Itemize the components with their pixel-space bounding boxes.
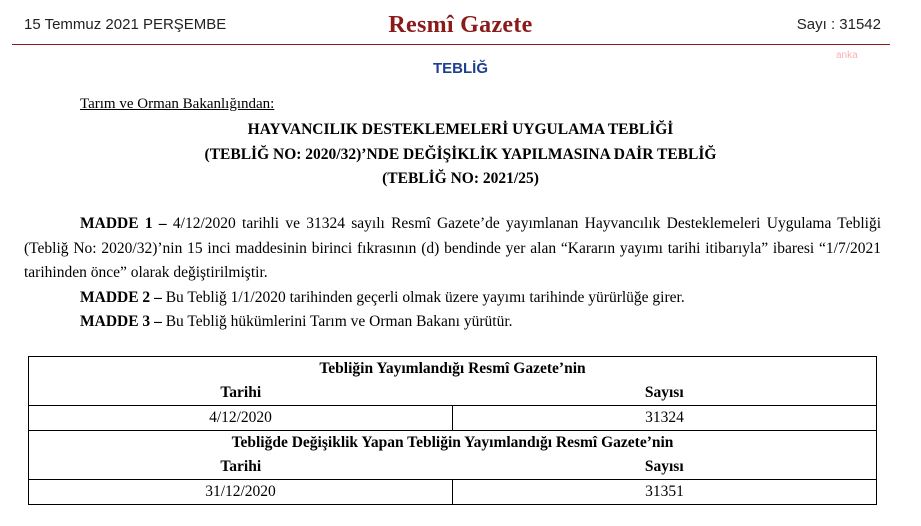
article-label: MADDE 1 (80, 215, 153, 232)
article-label: MADDE 2 (80, 288, 151, 306)
table-row (29, 480, 877, 505)
gazette-reference-table (28, 356, 877, 505)
table-section-header (29, 431, 877, 456)
article-paragraph (24, 286, 881, 311)
table-row (29, 406, 877, 431)
number-cell: 31351 (453, 480, 877, 505)
title-line: HAYVANCILIK DESTEKLEMELERİ UYGULAMA TEBLİĞİ (247, 121, 674, 138)
article-dash: – (158, 215, 167, 232)
article-label: MADDE 3 (80, 313, 151, 330)
article-text: Bu Tebliğ hükümlerini Tarım ve Orman Bakanı yürütür. (165, 313, 513, 330)
issue-number: Sayı : 31542 (796, 16, 881, 33)
section-label: TEBLİĞ (433, 60, 488, 77)
watermark: anka (836, 50, 858, 61)
title-line: (TEBLİĞ NO: 2020/32)’NDE DEĞİŞİKLİK YAPILMASINA DAİR TEBLİĞ (204, 145, 717, 163)
issuing-ministry: Tarım ve Orman Bakanlığından: (80, 96, 275, 112)
publication-date: 15 Temmuz 2021 PERŞEMBE (24, 16, 227, 33)
article-text: Bu Tebliğ 1/1/2020 tarihinden geçerli olmak üzere yayımı tarihinde yürürlüğe girer. (165, 288, 685, 306)
article-dash: – (154, 288, 162, 306)
number-column-header: Sayısı (453, 455, 877, 480)
number-cell: 31324 (453, 406, 877, 431)
section-title: Tebliğde Değişiklik Yapan Tebliğin Yayımlandığı Resmî Gazete’nin (29, 431, 877, 456)
article-text: 4/12/2020 tarihli ve 31324 sayılı Resmî Gazete’de yayımlanan Hayvancılık Desteklemeleri Uygulama Tebliği (Tebliğ No: 2020/32)’nin 15 inci maddesinin birinci fıkrasının (d) bendinde yer alan “Kararın yayımı tarihi itibarıyla” ibaresi “1/7/2021 tarihinden önce” olarak değiştirilmiştir. (24, 215, 881, 281)
header-divider (12, 44, 890, 45)
number-column-header: Sayısı (453, 381, 877, 406)
date-column-header: Tarihi (29, 381, 453, 406)
article-paragraph (24, 212, 881, 286)
document-title (0, 118, 921, 192)
gazette-header (0, 0, 921, 61)
table-column-header (29, 381, 877, 406)
article-dash: – (154, 313, 162, 330)
table-column-header (29, 455, 877, 480)
date-column-header: Tarihi (29, 455, 453, 480)
date-cell: 4/12/2020 (29, 406, 453, 431)
section-title: Tebliğin Yayımlandığı Resmî Gazete’nin (29, 357, 877, 382)
title-line: (TEBLİĞ NO: 2021/25) (382, 170, 539, 187)
gazette-title: Resmî Gazete (388, 12, 533, 38)
date-cell: 31/12/2020 (29, 480, 453, 505)
article-paragraph (24, 310, 881, 335)
document-body (24, 212, 881, 335)
table-section-header (29, 357, 877, 382)
